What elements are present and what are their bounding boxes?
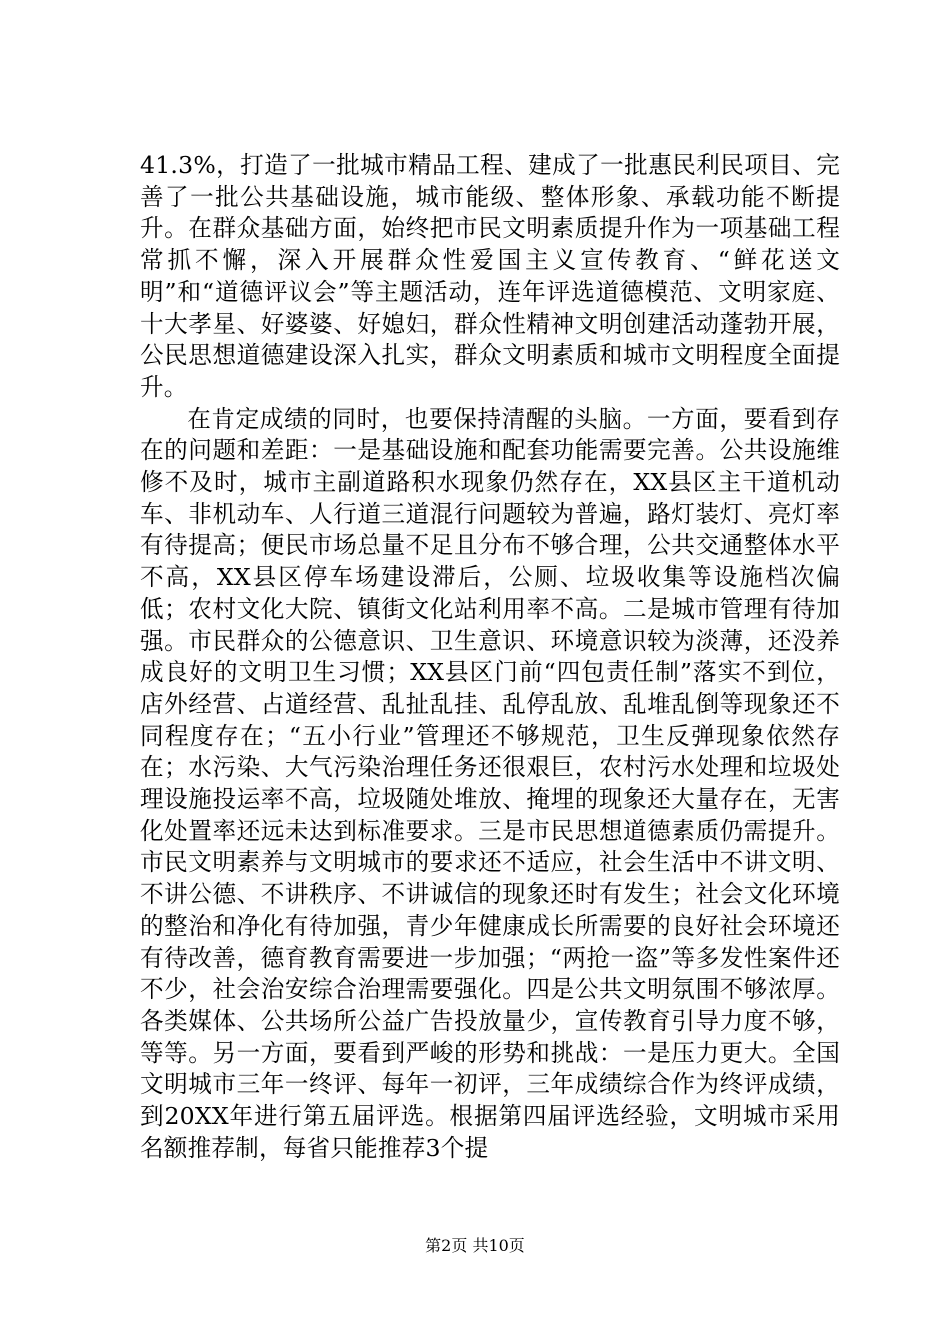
- paragraph: 在肯定成绩的同时，也要保持清醒的头脑。一方面，要看到存在的问题和差距：一是基础设施和配套功能需要完善。公共设施维修不及时，城市主副道路积水现象仍然存在，XX县区主干道机动车、非机动车、人行道三道混行问题较为普遍，路灯装灯、亮灯率有待提高；便民市场总量不足且分布不够合理，公共交通整体水平不高，XX县区停车场建设滞后，公厕、垃圾收集等设施档次偏低；农村文化大院、镇街文化站利用率不高。二是城市管理有待加强。市民群众的公德意识、卫生意识、环境意识较为淡薄，还没养成良好的文明卫生习惯；XX县区门前“四包责任制”落实不到位，店外经营、占道经营、乱扯乱挂、乱停乱放、乱堆乱倒等现象还不同程度存在；“五小行业”管理还不够规范，卫生反弹现象依然存在；水污染、大气污染治理任务还很艰巨，农村污水处理和垃圾处理设施投运率不高，垃圾随处堆放、掩埋的现象还大量存在，无害化处置率还远未达到标准要求。三是市民思想道德素质仍需提升。市民文明素养与文明城市的要求还不适应，社会生活中不讲文明、不讲公德、不讲秩序、不讲诚信的现象还时有发生；社会文化环境的整治和净化有待加强，青少年健康成长所需要的良好社会环境还有待改善，德育教育需要进一步加强；“两抢一盗”等多发性案件还不少，社会治安综合治理需要强化。四是公共文明氛围不够浓厚。各类媒体、公共场所公益广告投放量少，宣传教育引导力度不够，等等。另一方面，要看到严峻的形势和挑战：一是压力更大。全国文明城市三年一终评、每年一初评，三年成绩综合作为终评成绩，到20XX年进行第五届评选。根据第四届评选经验，文明城市采用名额推荐制，每省只能推荐3个提: [140, 404, 840, 1162]
- body-text: [140, 150, 840, 1165]
- page-footer: [0, 1236, 950, 1256]
- paragraph-continued: 41.3%，打造了一批城市精品工程、建成了一批惠民利民项目、完善了一批公共基础设施，城市能级、整体形象、承载功能不断提升。在群众基础方面，始终把市民文明素质提升作为一项基础工程常抓不懈，深入开展群众性爱国主义宣传教育、“鲜花送文明”和“道德评议会”等主题活动，连年评选道德模范、文明家庭、十大孝星、好婆婆、好媳妇，群众性精神文明创建活动蓬勃开展，公民思想道德建设深入扎实，群众文明素质和城市文明程度全面提升。: [140, 151, 840, 401]
- page-number: 第2页 共10页: [425, 1236, 525, 1255]
